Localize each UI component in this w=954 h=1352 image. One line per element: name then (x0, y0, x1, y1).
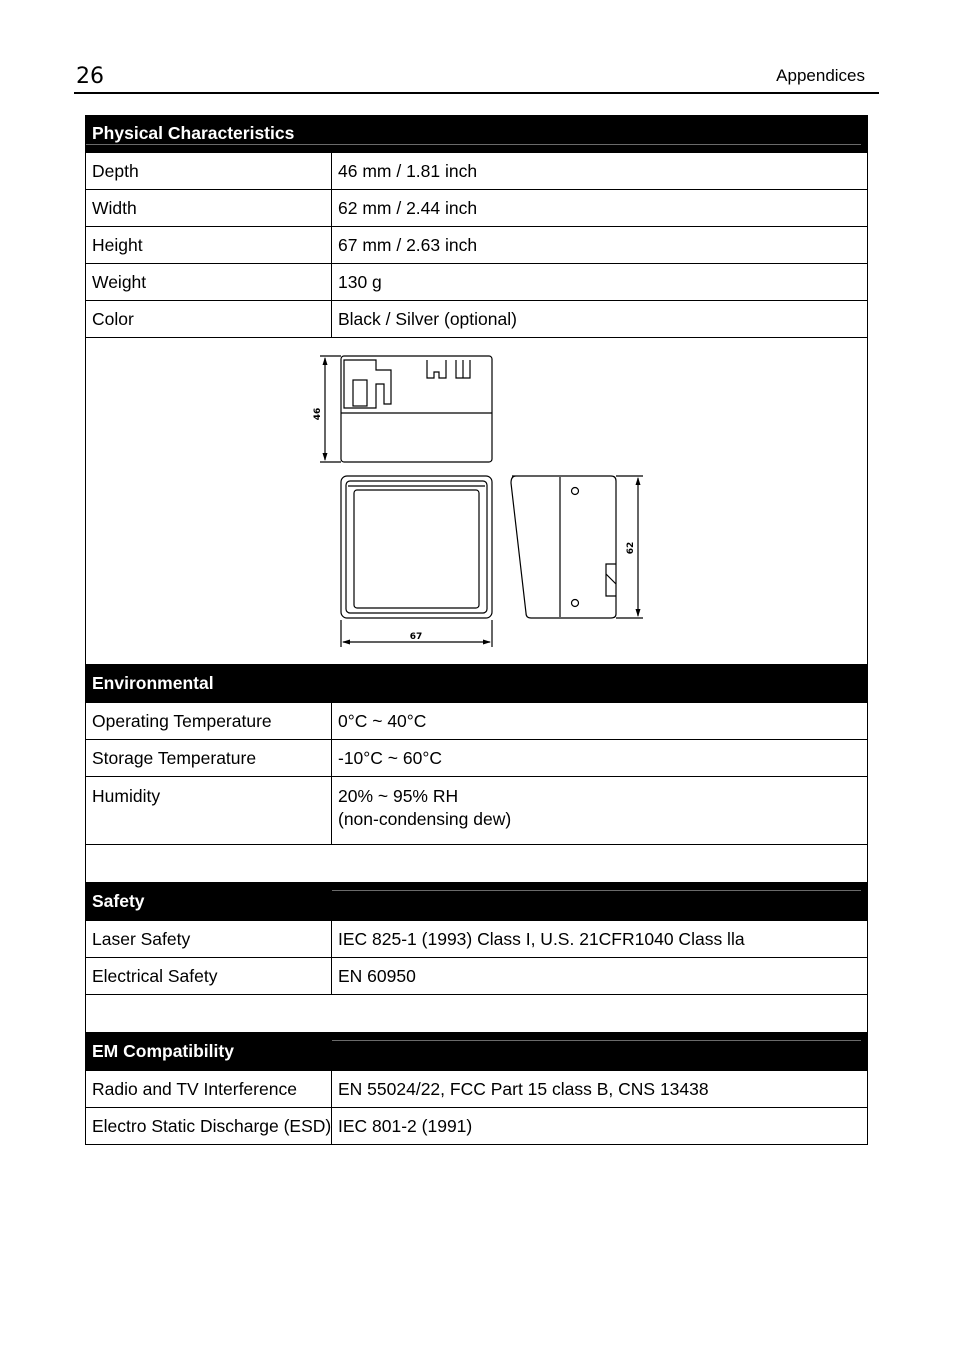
spacer-row (86, 845, 868, 883)
row-value: 62 mm / 2.44 inch (332, 190, 868, 227)
table-row (86, 703, 868, 740)
row-value: 67 mm / 2.63 inch (332, 227, 868, 264)
section-header-safety (86, 883, 868, 921)
row-value: IEC 825-1 (1993) Class I, U.S. 21CFR1040 Class lla (332, 921, 868, 958)
top-view-tab-left (427, 360, 446, 378)
section-name: Appendices (776, 66, 865, 85)
drawing-cell (86, 338, 868, 665)
section-title-text: Environmental (92, 673, 214, 693)
spec-table (85, 115, 868, 1145)
section-title (86, 1033, 332, 1071)
width-dim-label: 67 (409, 632, 423, 642)
row-value: EN 60950 (332, 958, 868, 995)
table-row (86, 921, 868, 958)
row-label: Depth (86, 153, 332, 190)
header-rule (332, 890, 861, 891)
row-label: Laser Safety (86, 921, 332, 958)
spacer-cell (86, 845, 868, 883)
height-dim-label: 62 (626, 541, 636, 555)
row-label: Color (86, 301, 332, 338)
section-header-environmental (86, 665, 868, 703)
side-view-screw-bottom (572, 600, 579, 607)
dimension-drawing (86, 338, 867, 664)
side-view-outline (511, 476, 616, 618)
table-row (86, 1071, 868, 1108)
header-rule (332, 1040, 861, 1041)
row-label: Humidity (86, 777, 332, 845)
row-label: Width (86, 190, 332, 227)
width-arrow-right (483, 640, 491, 645)
section-title (86, 883, 332, 921)
table-row (86, 958, 868, 995)
front-view-bezel (346, 481, 487, 613)
spacer-cell (86, 995, 868, 1033)
drawing-row (86, 338, 868, 665)
section-title-text: EM Compatibility (92, 1041, 234, 1061)
row-value: 0°C ~ 40°C (332, 703, 868, 740)
table-row (86, 777, 868, 845)
table-row (86, 740, 868, 777)
depth-arrow-top (323, 357, 328, 365)
row-label: Storage Temperature (86, 740, 332, 777)
section-header-blank (332, 883, 868, 921)
table-row (86, 1108, 868, 1145)
height-arrow-bottom (636, 609, 641, 617)
row-label: Electro Static Discharge (ESD) (86, 1108, 332, 1145)
side-view-latch-line (606, 574, 616, 584)
side-view-screw-top (572, 488, 579, 495)
row-value: Black / Silver (optional) (332, 301, 868, 338)
spacer-row (86, 995, 868, 1033)
table-row (86, 301, 868, 338)
row-value: 130 g (332, 264, 868, 301)
section-title (86, 115, 868, 153)
front-view-outline (341, 476, 492, 618)
section-title-text: Safety (92, 891, 145, 911)
row-value: IEC 801-2 (1991) (332, 1108, 868, 1145)
top-view-outline (341, 356, 492, 462)
row-label: Electrical Safety (86, 958, 332, 995)
side-view-latch (606, 564, 616, 596)
width-arrow-left (342, 640, 350, 645)
section-header-emc (86, 1033, 868, 1071)
header-rule (86, 144, 861, 145)
scanner-drawing-svg (86, 338, 867, 664)
front-view-window (354, 490, 479, 608)
row-label: Weight (86, 264, 332, 301)
section-header-blank (332, 1033, 868, 1071)
page-header (74, 58, 879, 94)
row-label: Operating Temperature (86, 703, 332, 740)
row-value: 46 mm / 1.81 inch (332, 153, 868, 190)
depth-dim-label: 46 (313, 407, 323, 421)
table-row (86, 190, 868, 227)
row-label: Radio and TV Interference (86, 1071, 332, 1108)
height-arrow-top (636, 477, 641, 485)
top-view-notch (353, 380, 367, 406)
table-row (86, 227, 868, 264)
section-title (86, 665, 868, 703)
row-value-line2: (non-condensing dew) (338, 809, 512, 829)
row-value: -10°C ~ 60°C (332, 740, 868, 777)
row-value: EN 55024/22, FCC Part 15 class B, CNS 13438 (332, 1071, 868, 1108)
row-value-line1: 20% ~ 95% RH (338, 786, 459, 806)
row-value (332, 777, 868, 845)
row-label: Height (86, 227, 332, 264)
table-row (86, 153, 868, 190)
page-number: 26 (76, 64, 104, 89)
section-title-text: Physical Characteristics (92, 123, 295, 143)
table-row (86, 264, 868, 301)
section-header-physical (86, 115, 868, 153)
depth-arrow-bottom (323, 453, 328, 461)
